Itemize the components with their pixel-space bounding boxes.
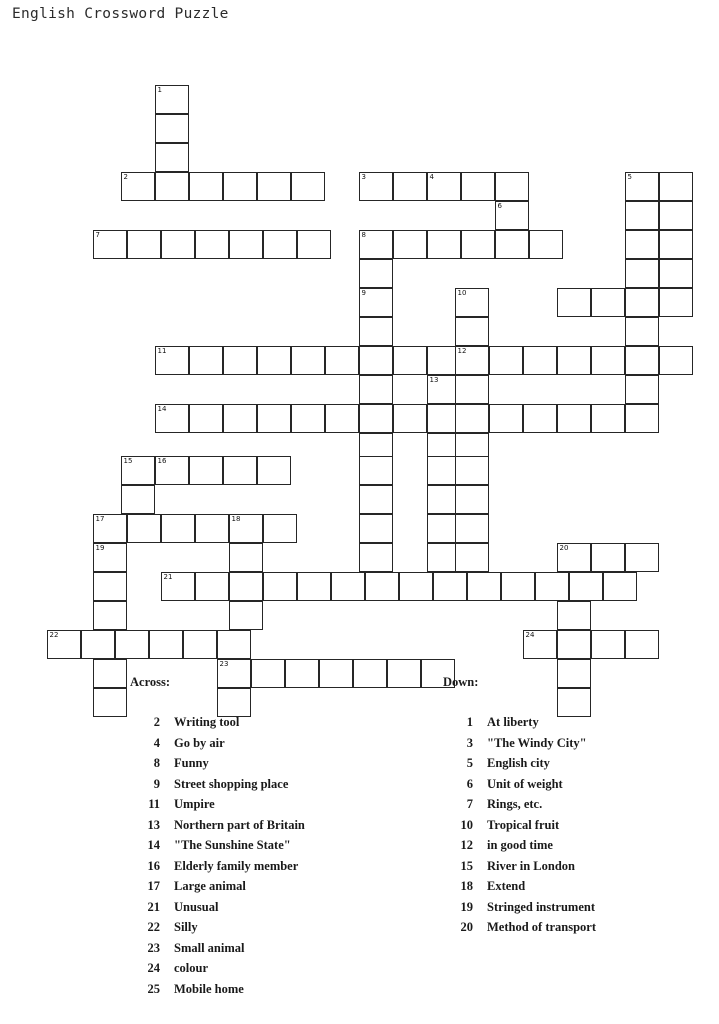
across-clue-item[interactable]: [130, 835, 430, 856]
down-clue-item[interactable]: [443, 897, 719, 918]
grid-cell[interactable]: [625, 259, 659, 288]
down-clue-number: 10: [460, 817, 473, 832]
grid-cell-number: 9: [361, 289, 366, 297]
grid-cell[interactable]: [461, 230, 495, 259]
grid-cell[interactable]: [257, 456, 291, 485]
grid-cell-numbered[interactable]: [625, 172, 659, 201]
across-clue-number: 8: [153, 756, 160, 770]
across-clue-number: 17: [147, 879, 160, 893]
across-clue-number: 13: [147, 817, 160, 832]
down-clue-item[interactable]: [443, 774, 719, 795]
across-clue-number: 9: [153, 776, 160, 791]
grid-cell[interactable]: [223, 172, 257, 201]
grid-cell[interactable]: [495, 230, 529, 259]
across-clue-number: 22: [147, 920, 160, 934]
grid-cell-number: 11: [157, 347, 167, 355]
grid-cell-numbered[interactable]: [155, 85, 189, 114]
grid-cell[interactable]: [127, 230, 161, 259]
grid-cell[interactable]: [115, 630, 149, 659]
grid-cell[interactable]: [625, 630, 659, 659]
across-clue-item[interactable]: [130, 753, 430, 774]
grid-cell[interactable]: [81, 630, 115, 659]
grid-cell[interactable]: [291, 346, 325, 375]
across-clue-text: Go by air: [174, 735, 225, 750]
grid-cell-number: 20: [559, 544, 569, 552]
grid-cell[interactable]: [127, 514, 161, 543]
down-clue-item[interactable]: [443, 753, 719, 774]
grid-cell[interactable]: [189, 404, 223, 433]
grid-cell[interactable]: [183, 630, 217, 659]
page-title: English Crossword Puzzle: [12, 6, 229, 22]
grid-cell[interactable]: [217, 630, 251, 659]
down-clue-list: [443, 712, 719, 938]
grid-cell-number: 16: [157, 457, 167, 465]
across-clue-text: Silly: [174, 920, 198, 934]
down-clue-item[interactable]: [443, 712, 719, 733]
down-clue-text: River in London: [487, 858, 575, 873]
grid-cell[interactable]: [325, 346, 359, 375]
grid-cell[interactable]: [659, 201, 693, 230]
across-clue-number: 11: [148, 797, 160, 811]
grid-cell[interactable]: [195, 572, 229, 601]
crossword-grid: [0, 70, 719, 668]
grid-cell[interactable]: [467, 572, 501, 601]
grid-cell[interactable]: [659, 172, 693, 201]
grid-cell[interactable]: [625, 543, 659, 572]
across-clue-item[interactable]: [130, 712, 430, 733]
down-clue-number: 20: [460, 920, 473, 934]
grid-cell[interactable]: [189, 346, 223, 375]
grid-cell[interactable]: [455, 456, 489, 485]
across-clue-text: Elderly family member: [174, 858, 299, 873]
grid-cell[interactable]: [455, 485, 489, 514]
down-clue-text: Rings, etc.: [487, 797, 543, 811]
across-heading: Across:: [130, 675, 171, 689]
grid-cell-number: 2: [123, 173, 128, 181]
across-clue-item[interactable]: [130, 958, 430, 979]
grid-cell[interactable]: [263, 572, 297, 601]
grid-cell[interactable]: [297, 572, 331, 601]
grid-cell-number: 1: [157, 86, 162, 94]
grid-cell[interactable]: [591, 346, 625, 375]
grid-cell-numbered[interactable]: [557, 543, 591, 572]
grid-cell[interactable]: [189, 456, 223, 485]
down-clue-number: 19: [460, 899, 473, 914]
grid-cell[interactable]: [155, 143, 189, 172]
grid-cell[interactable]: [495, 172, 529, 201]
grid-cell-numbered[interactable]: [47, 630, 81, 659]
grid-cell[interactable]: [625, 404, 659, 433]
down-clue-text: "The Windy City": [487, 735, 587, 750]
down-clue-text: Method of transport: [487, 920, 597, 934]
grid-cell[interactable]: [257, 404, 291, 433]
grid-cell[interactable]: [229, 543, 263, 572]
grid-cell[interactable]: [149, 630, 183, 659]
grid-cell[interactable]: [625, 375, 659, 404]
grid-cell-number: 23: [219, 660, 229, 668]
grid-cell-number: 22: [49, 631, 59, 639]
grid-cell-number: 7: [95, 231, 100, 239]
grid-cell[interactable]: [359, 317, 393, 346]
grid-cell-numbered[interactable]: [155, 456, 189, 485]
grid-cell[interactable]: [359, 543, 393, 572]
down-clue-item[interactable]: [443, 917, 719, 938]
across-clue-number: 24: [147, 961, 160, 975]
grid-cell[interactable]: [393, 230, 427, 259]
grid-cell[interactable]: [359, 456, 393, 485]
down-clue-item[interactable]: [443, 733, 719, 754]
grid-cell[interactable]: [223, 456, 257, 485]
grid-cell[interactable]: [325, 404, 359, 433]
grid-cell[interactable]: [455, 543, 489, 572]
down-clue-text: At liberty: [487, 715, 539, 729]
grid-cell[interactable]: [535, 572, 569, 601]
grid-cell[interactable]: [591, 630, 625, 659]
across-clue-item[interactable]: [130, 794, 430, 815]
grid-cell[interactable]: [659, 346, 693, 375]
grid-cell-numbered[interactable]: [121, 456, 155, 485]
grid-cell-number: 3: [361, 173, 366, 181]
across-clue-text: colour: [174, 961, 209, 975]
grid-cell[interactable]: [557, 346, 591, 375]
down-clue-text: English city: [487, 756, 550, 770]
grid-cell[interactable]: [155, 114, 189, 143]
grid-cell[interactable]: [359, 514, 393, 543]
across-clue-number: 21: [147, 899, 160, 914]
grid-cell-number: 24: [525, 631, 535, 639]
grid-cell[interactable]: [529, 230, 563, 259]
grid-cell-numbered[interactable]: [155, 404, 189, 433]
grid-cell[interactable]: [229, 601, 263, 630]
across-clue-item[interactable]: [130, 856, 430, 877]
across-clue-item[interactable]: [130, 876, 430, 897]
grid-cell[interactable]: [93, 601, 127, 630]
grid-cell[interactable]: [393, 346, 427, 375]
grid-cell-numbered[interactable]: [455, 288, 489, 317]
down-clue-item[interactable]: [443, 815, 719, 836]
grid-cell[interactable]: [195, 230, 229, 259]
grid-cell[interactable]: [625, 288, 659, 317]
down-clue-number: 6: [466, 776, 473, 791]
grid-cell[interactable]: [427, 230, 461, 259]
grid-cell-number: 21: [163, 573, 173, 581]
grid-cell[interactable]: [489, 346, 523, 375]
grid-cell-number: 18: [231, 515, 241, 523]
clues-section: [0, 675, 719, 1015]
grid-cell[interactable]: [93, 572, 127, 601]
down-clue-text: Tropical fruit: [487, 817, 560, 832]
grid-cell-number: 8: [361, 231, 366, 239]
grid-cell-numbered[interactable]: [229, 514, 263, 543]
down-clue-number: 12: [460, 838, 473, 852]
grid-cell[interactable]: [393, 172, 427, 201]
grid-cell[interactable]: [359, 346, 393, 375]
across-clue-number: 14: [147, 838, 160, 852]
grid-cell[interactable]: [603, 572, 637, 601]
across-clue-text: Small animal: [174, 940, 245, 955]
down-clue-number: 18: [460, 879, 473, 893]
down-clue-number: 3: [466, 735, 473, 750]
grid-cell[interactable]: [257, 172, 291, 201]
grid-cell[interactable]: [659, 288, 693, 317]
grid-cell[interactable]: [359, 259, 393, 288]
grid-cell[interactable]: [195, 514, 229, 543]
grid-cell-numbered[interactable]: [495, 201, 529, 230]
grid-cell[interactable]: [291, 404, 325, 433]
grid-cell[interactable]: [359, 375, 393, 404]
grid-cell[interactable]: [557, 601, 591, 630]
across-clue-item[interactable]: [130, 733, 430, 754]
grid-cell-numbered[interactable]: [359, 288, 393, 317]
across-clue-text: Writing tool: [174, 715, 240, 729]
down-clue-text: Extend: [487, 879, 526, 893]
down-heading: Down:: [443, 675, 479, 689]
across-clue-text: Northern part of Britain: [174, 817, 305, 832]
grid-cell-number: 12: [457, 347, 467, 355]
across-clue-number: 25: [147, 981, 160, 996]
grid-cell[interactable]: [291, 172, 325, 201]
across-clue-item[interactable]: [130, 979, 430, 1000]
grid-cell-numbered[interactable]: [455, 346, 489, 375]
grid-cell-number: 4: [429, 173, 434, 181]
down-clue-number: 15: [460, 858, 473, 873]
grid-cell[interactable]: [263, 230, 297, 259]
across-clue-item[interactable]: [130, 938, 430, 959]
down-clue-text: Stringed instrument: [487, 899, 595, 914]
grid-cell[interactable]: [263, 514, 297, 543]
grid-cell[interactable]: [399, 572, 433, 601]
across-clue-number: 4: [153, 735, 160, 750]
across-clue-text: Umpire: [174, 797, 215, 811]
grid-cell[interactable]: [523, 404, 557, 433]
grid-cell[interactable]: [591, 288, 625, 317]
down-clue-number: 5: [466, 756, 473, 770]
grid-cell[interactable]: [331, 572, 365, 601]
grid-cell-numbered[interactable]: [523, 630, 557, 659]
grid-cell-number: 10: [457, 289, 467, 297]
across-clue-text: Large animal: [174, 879, 246, 893]
grid-cell[interactable]: [557, 404, 591, 433]
across-clues-column: [130, 675, 430, 999]
grid-cell-number: 19: [95, 544, 105, 552]
grid-cell-numbered[interactable]: [93, 230, 127, 259]
grid-cell[interactable]: [189, 172, 223, 201]
across-clue-number: 16: [147, 858, 160, 873]
grid-cell-numbered[interactable]: [359, 172, 393, 201]
across-clue-item[interactable]: [130, 815, 430, 836]
grid-cell-numbered[interactable]: [93, 543, 127, 572]
down-clue-item[interactable]: [443, 835, 719, 856]
grid-cell[interactable]: [365, 572, 399, 601]
grid-cell-numbered[interactable]: [155, 346, 189, 375]
grid-cell[interactable]: [359, 404, 393, 433]
grid-cell[interactable]: [489, 404, 523, 433]
grid-cell[interactable]: [461, 172, 495, 201]
grid-cell[interactable]: [659, 230, 693, 259]
grid-cell-numbered[interactable]: [161, 572, 195, 601]
grid-cell-numbered[interactable]: [427, 172, 461, 201]
grid-cell-numbered[interactable]: [93, 514, 127, 543]
across-clue-number: 23: [147, 940, 160, 955]
grid-cell[interactable]: [591, 404, 625, 433]
grid-cell-number: 13: [429, 376, 439, 384]
down-clue-number: 1: [466, 715, 473, 729]
down-clue-item[interactable]: [443, 876, 719, 897]
grid-cell[interactable]: [625, 317, 659, 346]
down-clue-text: Unit of weight: [487, 776, 563, 791]
grid-cell[interactable]: [591, 543, 625, 572]
grid-cell-number: 15: [123, 457, 133, 465]
grid-cell[interactable]: [155, 172, 189, 201]
down-clue-item[interactable]: [443, 856, 719, 877]
across-clue-number: 2: [153, 715, 160, 729]
across-clue-item[interactable]: [130, 774, 430, 795]
grid-cell[interactable]: [501, 572, 535, 601]
grid-cell[interactable]: [121, 485, 155, 514]
down-clue-text: in good time: [487, 838, 553, 852]
grid-cell[interactable]: [557, 630, 591, 659]
grid-cell[interactable]: [569, 572, 603, 601]
grid-cell[interactable]: [393, 404, 427, 433]
grid-cell[interactable]: [557, 288, 591, 317]
grid-cell[interactable]: [625, 346, 659, 375]
down-clues-column: [443, 675, 719, 938]
grid-cell-number: 5: [627, 173, 632, 181]
grid-cell-number: 17: [95, 515, 105, 523]
grid-cell[interactable]: [223, 404, 257, 433]
grid-cell[interactable]: [625, 230, 659, 259]
grid-cell[interactable]: [625, 201, 659, 230]
across-clue-list: [130, 712, 430, 999]
grid-cell[interactable]: [455, 317, 489, 346]
across-clue-text: Funny: [174, 756, 209, 770]
grid-cell-numbered[interactable]: [359, 230, 393, 259]
grid-cell[interactable]: [359, 485, 393, 514]
grid-cell[interactable]: [433, 572, 467, 601]
grid-cell-number: 6: [497, 202, 502, 210]
down-clue-item[interactable]: [443, 794, 719, 815]
grid-cell[interactable]: [161, 514, 195, 543]
across-clue-text: "The Sunshine State": [174, 838, 291, 852]
across-clue-text: Mobile home: [174, 981, 244, 996]
grid-cell[interactable]: [161, 230, 195, 259]
across-clue-item[interactable]: [130, 917, 430, 938]
grid-cell[interactable]: [455, 514, 489, 543]
across-clue-text: Unusual: [174, 899, 219, 914]
across-clue-item[interactable]: [130, 897, 430, 918]
grid-cell[interactable]: [223, 346, 257, 375]
down-clue-number: 7: [466, 797, 473, 811]
grid-cell-number: 14: [157, 405, 167, 413]
grid-cell[interactable]: [229, 230, 263, 259]
grid-cell[interactable]: [455, 404, 489, 433]
across-clue-text: Street shopping place: [174, 776, 289, 791]
grid-cell-numbered[interactable]: [121, 172, 155, 201]
grid-cell[interactable]: [523, 346, 557, 375]
grid-cell[interactable]: [297, 230, 331, 259]
grid-cell[interactable]: [659, 259, 693, 288]
grid-cell[interactable]: [257, 346, 291, 375]
grid-cell[interactable]: [229, 572, 263, 601]
grid-cell[interactable]: [455, 375, 489, 404]
